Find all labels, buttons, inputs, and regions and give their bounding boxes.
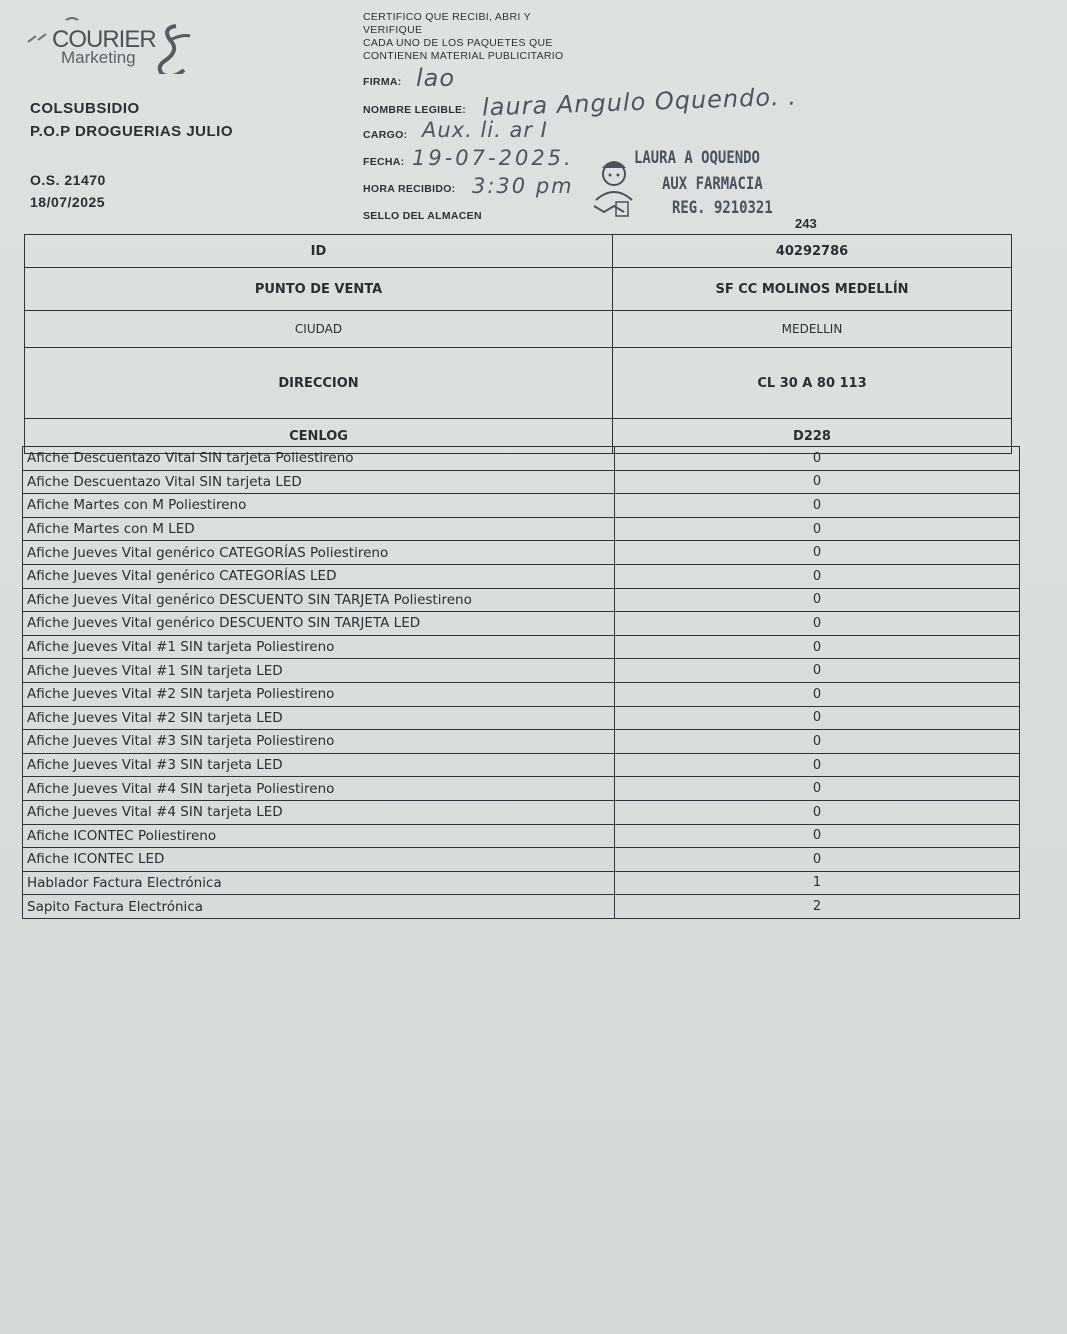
item-qty: 0 — [615, 682, 1020, 706]
item-name: Afiche Jueves Vital #1 SIN tarjeta Poliestireno — [23, 635, 615, 659]
item-qty: 2 — [615, 895, 1020, 919]
item-qty: 0 — [615, 447, 1020, 471]
item-qty: 0 — [615, 824, 1020, 848]
item-qty: 1 — [615, 871, 1020, 895]
table-row — [23, 635, 1020, 659]
table-row — [23, 517, 1020, 541]
nombre-label: NOMBRE LEGIBLE: — [363, 104, 467, 116]
sello-label: SELLO DEL ALMACEN — [363, 210, 482, 222]
table-row — [23, 848, 1020, 872]
item-name: Afiche Jueves Vital #4 SIN tarjeta Poliestireno — [23, 777, 615, 801]
item-qty: 0 — [615, 753, 1020, 777]
warehouse-stamp — [590, 148, 800, 228]
cert-line: CERTIFICO QUE RECIBI, ABRI Y — [363, 11, 531, 23]
item-name: Afiche Jueves Vital genérico CATEGORÍAS Poliestireno — [23, 541, 615, 565]
logo-sub: Marketing — [61, 48, 136, 67]
table-row — [23, 730, 1020, 754]
items-table — [22, 446, 1020, 919]
table-row — [25, 348, 1012, 419]
item-qty: 0 — [615, 848, 1020, 872]
item-name: Afiche Jueves Vital #4 SIN tarjeta LED — [23, 800, 615, 824]
item-qty: 0 — [615, 730, 1020, 754]
firma-value: lao — [416, 64, 456, 92]
table-row — [23, 871, 1020, 895]
item-qty: 0 — [615, 659, 1020, 683]
item-qty: 0 — [615, 564, 1020, 588]
row-value: CL 30 A 80 113 — [613, 348, 1012, 419]
table-row — [23, 800, 1020, 824]
company-block — [30, 100, 233, 146]
stamp-figure-icon — [590, 152, 640, 222]
item-qty: 0 — [615, 541, 1020, 565]
company-name: COLSUBSIDIO — [30, 100, 140, 117]
certificate-text — [363, 11, 623, 63]
cert-line: VERIFIQUE — [363, 24, 423, 36]
item-name: Afiche Jueves Vital #1 SIN tarjeta LED — [23, 659, 615, 683]
table-row — [23, 895, 1020, 919]
item-name: Hablador Factura Electrónica — [23, 871, 615, 895]
point-of-sale-table — [24, 234, 1012, 454]
cargo-value: Aux. li. ar I — [422, 118, 548, 142]
row-key: DIRECCION — [25, 348, 613, 419]
item-name: Afiche Jueves Vital genérico DESCUENTO SIN TARJETA LED — [23, 612, 615, 636]
item-name: Afiche Martes con M Poliestireno — [23, 494, 615, 518]
logo-brand: COURIER — [52, 26, 156, 53]
sheet-number: 243 — [795, 216, 817, 231]
item-name: Afiche Descuentazo Vital SIN tarjeta LED — [23, 470, 615, 494]
item-name: Afiche Jueves Vital #2 SIN tarjeta LED — [23, 706, 615, 730]
courier-marketing-logo — [26, 14, 226, 74]
order-block — [30, 172, 106, 216]
firma-label: FIRMA: — [363, 76, 402, 88]
table-row — [23, 682, 1020, 706]
cargo-label: CARGO: — [363, 129, 408, 141]
table-row — [23, 612, 1020, 636]
fecha-label: FECHA: — [363, 156, 405, 168]
item-qty: 0 — [615, 517, 1020, 541]
item-qty: 0 — [615, 494, 1020, 518]
table-row — [25, 311, 1012, 348]
table-row — [23, 541, 1020, 565]
item-qty: 0 — [615, 588, 1020, 612]
item-qty: 0 — [615, 470, 1020, 494]
table-row — [25, 235, 1012, 268]
item-name: Afiche ICONTEC Poliestireno — [23, 824, 615, 848]
table-row — [23, 447, 1020, 471]
table-row — [23, 753, 1020, 777]
item-name: Afiche ICONTEC LED — [23, 848, 615, 872]
item-name: Afiche Descuentazo Vital SIN tarjeta Poliestireno — [23, 447, 615, 471]
row-key: PUNTO DE VENTA — [25, 268, 613, 311]
table-row — [23, 494, 1020, 518]
table-row — [23, 824, 1020, 848]
item-name: Afiche Jueves Vital #3 SIN tarjeta Poliestireno — [23, 730, 615, 754]
row-key: CIUDAD — [25, 311, 613, 348]
campaign-name: P.O.P DROGUERIAS JULIO — [30, 123, 233, 140]
order-date: 18/07/2025 — [30, 194, 106, 210]
row-key: ID — [25, 235, 613, 268]
table-row — [23, 777, 1020, 801]
item-qty: 0 — [615, 612, 1020, 636]
table-row — [23, 659, 1020, 683]
table-row — [23, 588, 1020, 612]
item-name: Afiche Jueves Vital genérico DESCUENTO SIN TARJETA Poliestireno — [23, 588, 615, 612]
table-row — [23, 470, 1020, 494]
item-qty: 0 — [615, 706, 1020, 730]
item-name: Afiche Jueves Vital #2 SIN tarjeta Poliestireno — [23, 682, 615, 706]
row-value: SF CC MOLINOS MEDELLÍN — [613, 268, 1012, 311]
stamp-line-role: AUX FARMACIA — [662, 174, 763, 194]
fecha-value: 19-07-2025. — [412, 146, 574, 170]
stamp-line-name: LAURA A OQUENDO — [634, 148, 760, 168]
item-qty: 0 — [615, 800, 1020, 824]
item-qty: 0 — [615, 635, 1020, 659]
table-row — [25, 268, 1012, 311]
row-key: CENLOG — [25, 419, 613, 454]
row-value: 40292786 — [613, 235, 1012, 268]
item-name: Afiche Jueves Vital genérico CATEGORÍAS LED — [23, 564, 615, 588]
cert-line: CADA UNO DE LOS PAQUETES QUE — [363, 37, 553, 49]
nombre-value: laura Angulo Oquendo. . — [481, 82, 798, 122]
row-value: D228 — [613, 419, 1012, 454]
table-row — [23, 706, 1020, 730]
item-name: Afiche Martes con M LED — [23, 517, 615, 541]
order-number: O.S. 21470 — [30, 172, 106, 188]
row-value: MEDELLIN — [613, 311, 1012, 348]
table-row — [23, 564, 1020, 588]
item-name: Sapito Factura Electrónica — [23, 895, 615, 919]
hora-value: 3:30 pm — [472, 174, 574, 198]
stamp-line-reg: REG. 9210321 — [672, 198, 773, 218]
item-name: Afiche Jueves Vital #3 SIN tarjeta LED — [23, 753, 615, 777]
cert-line: CONTIENEN MATERIAL PUBLICITARIO — [363, 50, 564, 62]
item-qty: 0 — [615, 777, 1020, 801]
hora-label: HORA RECIBIDO: — [363, 183, 456, 195]
